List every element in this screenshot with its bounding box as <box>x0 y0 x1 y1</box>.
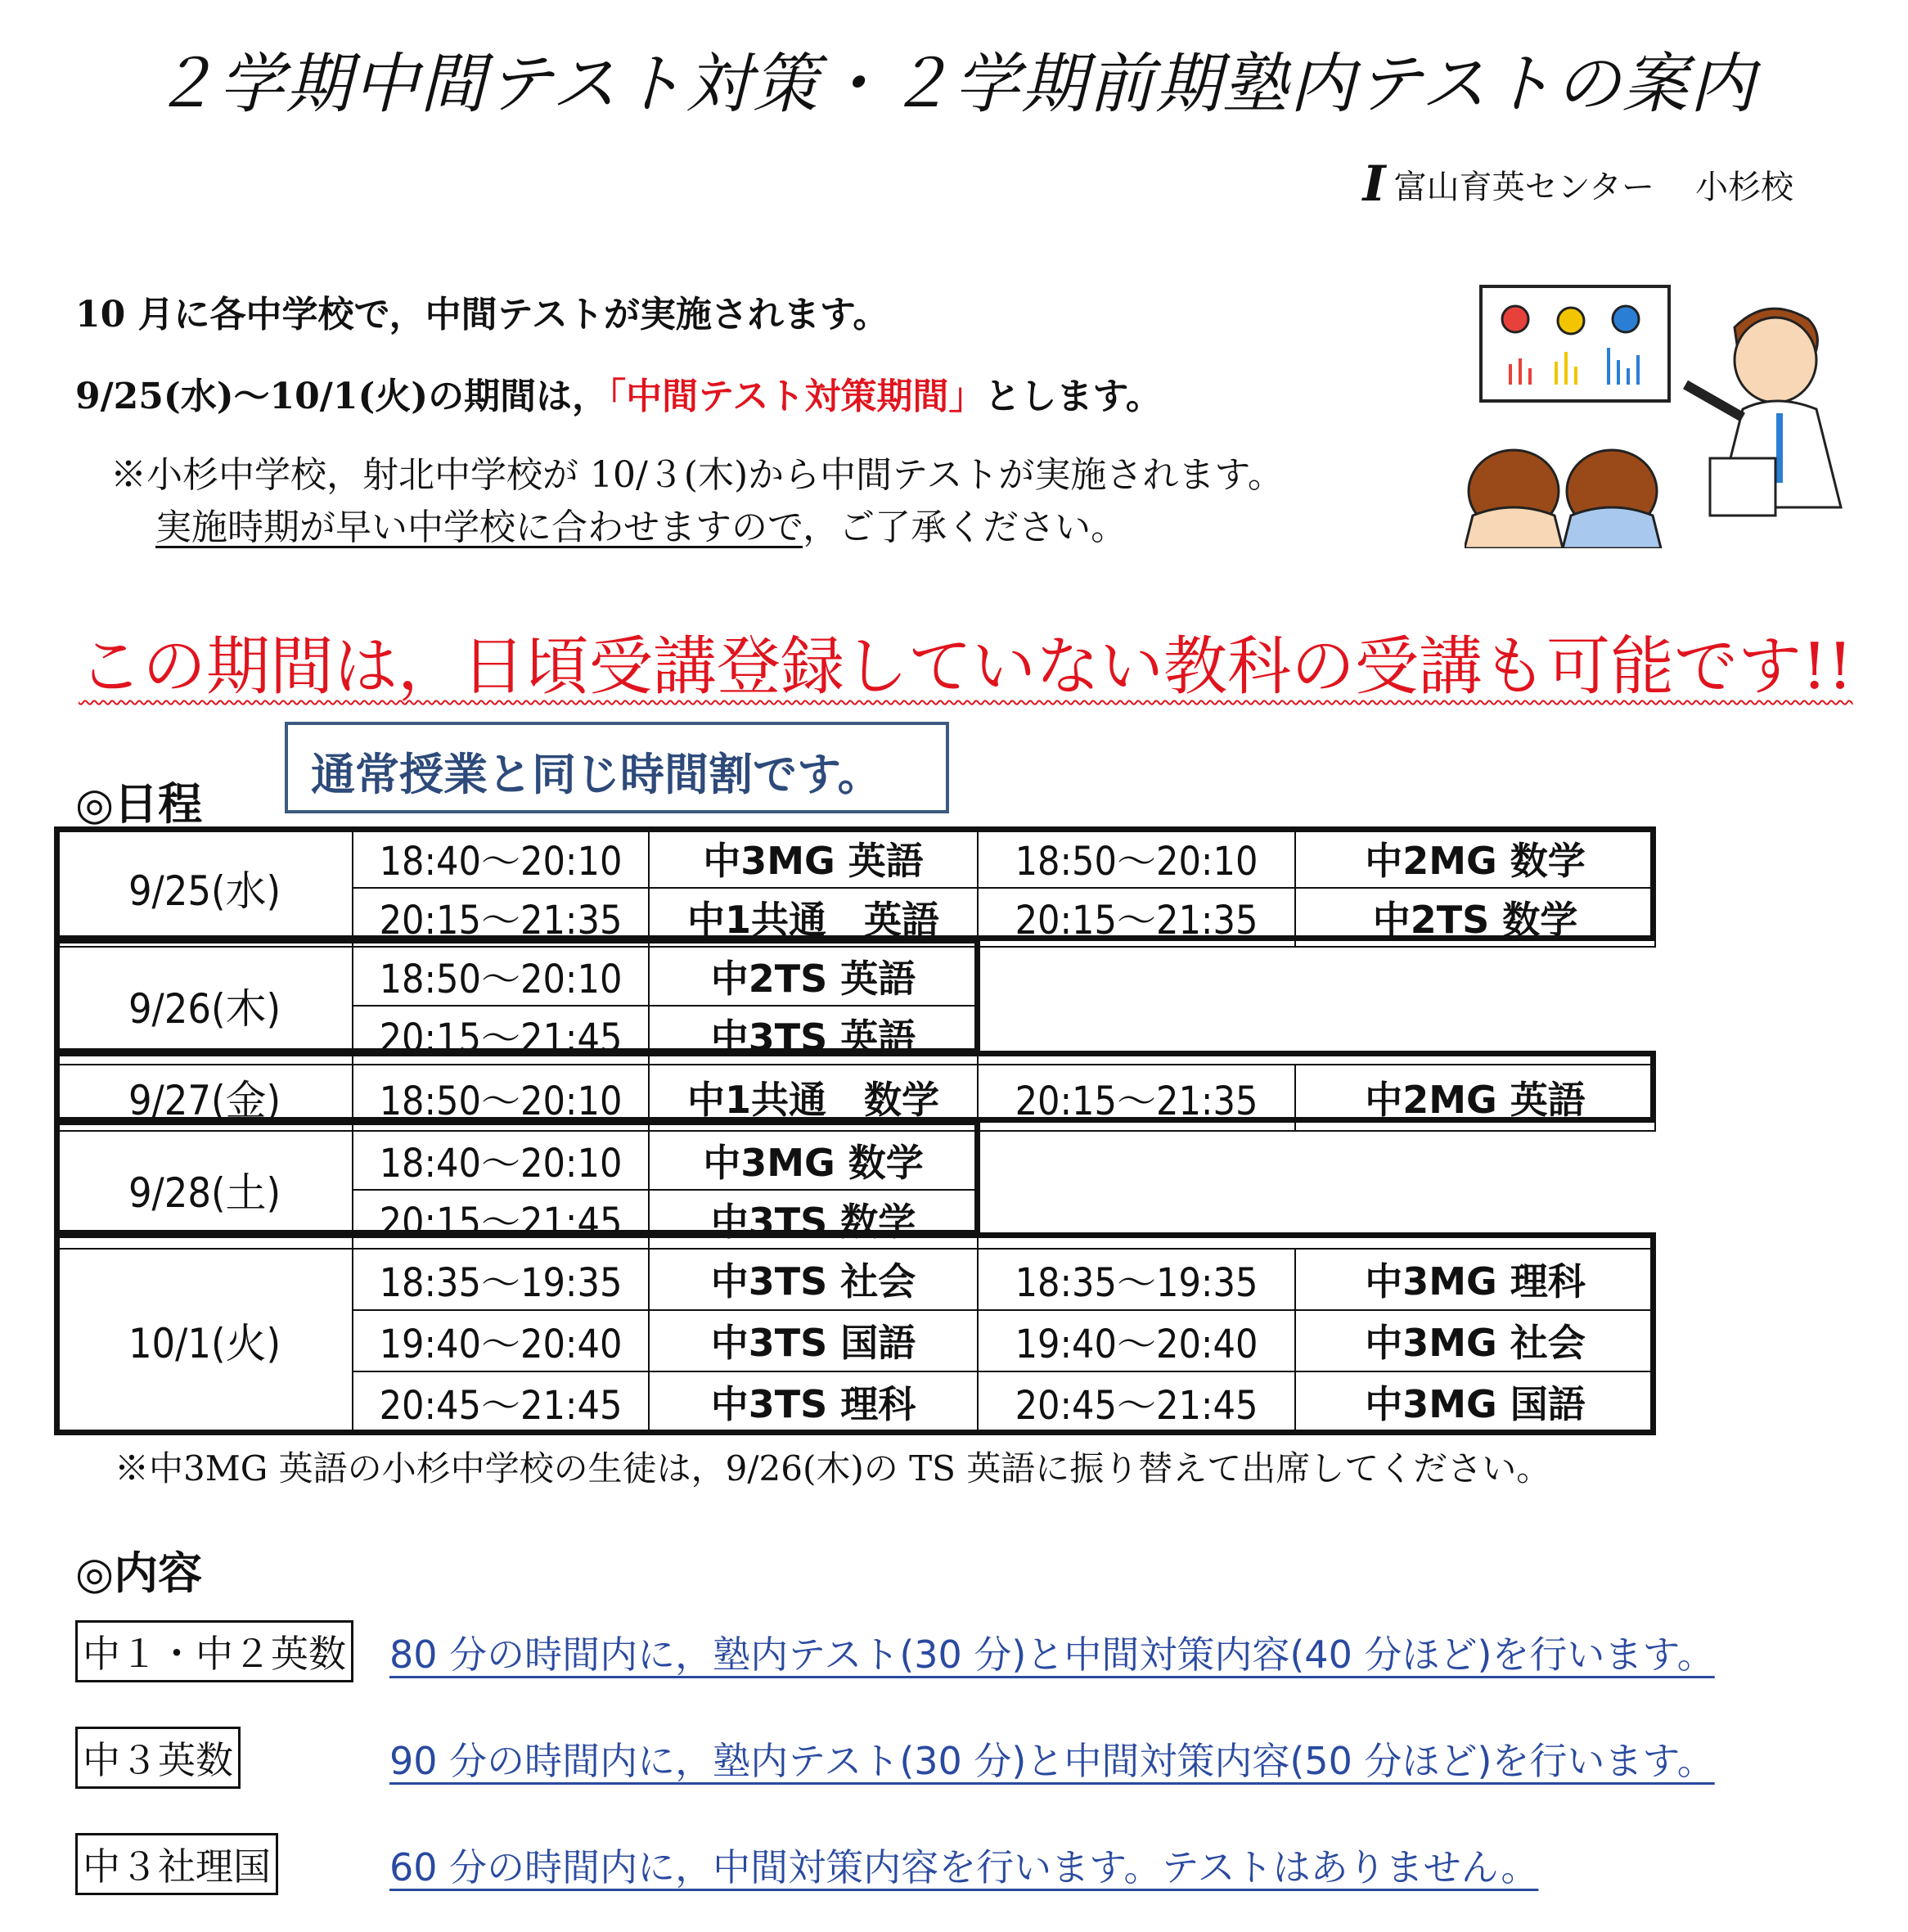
subject-cell: 中3TS 数学 <box>649 1190 978 1249</box>
date-cell: 9/25(水) <box>56 829 353 947</box>
subject-cell: 中3TS 国語 <box>649 1310 978 1371</box>
time-cell: 18:40～20:10 <box>353 1131 649 1190</box>
intro-period: 9/25(水)～10/1(火)の期間は， <box>75 376 609 417</box>
intro-note-underlined: 実施時期が早い中学校に合わせますので <box>155 507 803 548</box>
date-cell: 9/27(金) <box>56 1065 353 1131</box>
date-cell: 9/26(木) <box>56 947 353 1065</box>
subject-cell: 中2MG 英語 <box>1295 1065 1655 1131</box>
subject-cell: 中3MG 社会 <box>1295 1310 1655 1371</box>
subject-cell: 中3TS 社会 <box>649 1249 978 1310</box>
teacher <box>1685 308 1841 516</box>
page-title: ２学期中間テスト対策・２学期前期塾内テストの案内 <box>151 46 1757 122</box>
time-cell: 18:50～20:10 <box>353 947 649 1006</box>
subject-cell: 中1共通 数学 <box>649 1065 978 1131</box>
schedule-callout: 通常授業と同じ時間割です。 <box>285 722 949 813</box>
subject-cell: 中2TS 数学 <box>1295 888 1655 947</box>
time-cell: 20:15～21:45 <box>353 1190 649 1249</box>
table-row <box>56 947 1655 1006</box>
subject-cell: 中3MG 国語 <box>1295 1371 1655 1433</box>
time-cell: 18:40～20:10 <box>353 829 649 888</box>
time-cell: 20:15～21:35 <box>978 1065 1295 1131</box>
intro-note-rest: ，ご了承ください。 <box>803 507 1127 548</box>
content-label: 中１・中２英数 <box>75 1620 353 1682</box>
subject-cell: 中2MG 数学 <box>1295 829 1655 888</box>
table-row <box>56 1131 1655 1190</box>
intro-note-1: ※小杉中学校，射北中学校が 10/３(木)から中間テストが実施されます。 <box>110 454 1284 496</box>
date-cell: 10/1(火) <box>56 1249 353 1433</box>
content-heading: ◎内容 <box>75 1547 203 1599</box>
students <box>1465 450 1661 548</box>
table-row <box>56 829 1655 888</box>
empty-cell <box>978 1131 1655 1249</box>
schedule-heading: ◎日程 <box>75 777 203 830</box>
intro-highlight: 「中間テスト対策期間」 <box>608 376 985 417</box>
subject-cell: 中3TS 理科 <box>649 1371 978 1433</box>
pie-blue <box>1613 306 1639 332</box>
org-logo-icon: I <box>1362 155 1386 213</box>
content-label: 中３社理国 <box>75 1833 278 1895</box>
subject-cell: 中3MG 理科 <box>1295 1249 1655 1310</box>
subject-cell: 中3MG 数学 <box>649 1131 978 1190</box>
time-cell: 20:15～21:35 <box>978 888 1295 947</box>
time-cell: 20:45～21:45 <box>978 1371 1295 1433</box>
teacher-presentation-illustration <box>1465 270 1849 548</box>
intro-line-2 <box>75 367 1162 419</box>
time-cell: 19:40～20:40 <box>978 1310 1295 1371</box>
time-cell: 18:50～20:10 <box>353 1065 649 1131</box>
schedule-note: ※中3MG 英語の小杉中学校の生徒は，9/26(木)の TS 英語に振り替えて出席してください。 <box>115 1448 1551 1488</box>
time-cell: 18:35～19:35 <box>353 1249 649 1310</box>
date-cell: 9/28(土) <box>56 1131 353 1249</box>
branch-name: 小杉校 <box>1695 168 1793 206</box>
subject-cell: 中3TS 英語 <box>649 1006 978 1065</box>
time-cell: 20:15～21:35 <box>353 888 649 947</box>
time-cell: 18:35～19:35 <box>978 1249 1295 1310</box>
time-cell: 20:15～21:45 <box>353 1006 649 1065</box>
schedule-table <box>56 828 1656 1434</box>
pie-yellow <box>1558 308 1584 334</box>
content-label: 中３英数 <box>75 1727 241 1789</box>
time-cell: 20:45～21:45 <box>353 1371 649 1433</box>
content-description: 80 分の時間内に，塾内テスト(30 分)と中間対策内容(40 分ほど)を行います。 <box>389 1633 1715 1677</box>
org-name: 富山育英センター <box>1393 168 1654 206</box>
empty-cell <box>978 947 1655 1065</box>
highlight-banner: この期間は，日頃受講登録していない教科の受講も可能です!! <box>79 630 1853 704</box>
table-row <box>56 1249 1655 1310</box>
organization <box>1363 155 1793 213</box>
time-cell: 19:40～20:40 <box>353 1310 649 1371</box>
content-description: 90 分の時間内に，塾内テスト(30 分)と中間対策内容(50 分ほど)を行います。 <box>389 1739 1715 1783</box>
content-description: 60 分の時間内に，中間対策内容を行います。テストはありません。 <box>389 1845 1539 1889</box>
intro-line-1: 10 月に各中学校で，中間テストが実施されます。 <box>75 294 889 336</box>
subject-cell: 中2TS 英語 <box>649 947 978 1006</box>
time-cell: 18:50～20:10 <box>978 829 1295 888</box>
intro-note-2 <box>155 498 1127 550</box>
pie-red <box>1502 306 1528 332</box>
subject-cell: 中1共通 英語 <box>649 888 978 947</box>
subject-cell: 中3MG 英語 <box>649 829 978 888</box>
intro-suffix: とします。 <box>984 376 1162 417</box>
table-row <box>56 1065 1655 1131</box>
